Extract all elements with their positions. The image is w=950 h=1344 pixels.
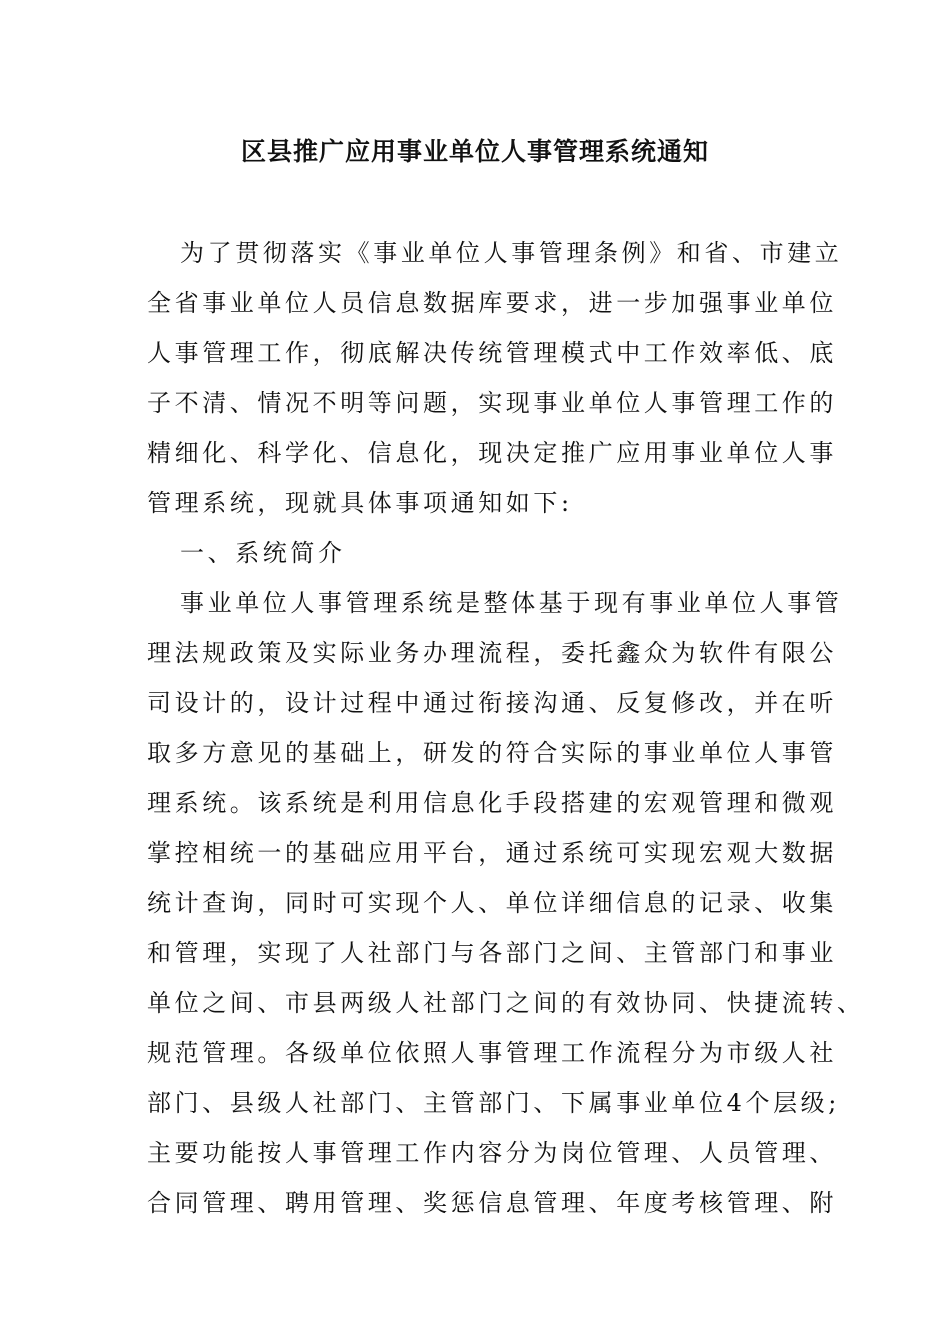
paragraph-line: 精细化、科学化、信息化，现决定推广应用事业单位人事: [147, 439, 837, 467]
paragraph-line: 子不清、情况不明等问题，实现事业单位人事管理工作的: [147, 389, 837, 417]
paragraph-line: 为了贯彻落实《事业单位人事管理条例》和省、市建立: [180, 239, 843, 267]
paragraph-line: 掌控相统一的基础应用平台，通过系统可实现宏观大数据: [147, 839, 837, 867]
paragraph-line: 规范管理。各级单位依照人事管理工作流程分为市级人社: [147, 1039, 837, 1067]
paragraph-line: 管理系统，现就具体事项通知如下:: [147, 489, 573, 517]
paragraph-line: 人事管理工作，彻底解决传统管理模式中工作效率低、底: [147, 339, 837, 367]
paragraph-line: 取多方意见的基础上，研发的符合实际的事业单位人事管: [147, 739, 837, 767]
paragraph-line: 事业单位人事管理系统是整体基于现有事业单位人事管: [180, 589, 843, 617]
paragraph-line: 合同管理、聘用管理、奖惩信息管理、年度考核管理、附: [147, 1189, 837, 1217]
paragraph-line: 理系统。该系统是利用信息化手段搭建的宏观管理和微观: [147, 789, 837, 817]
section-heading: 一、系统简介: [180, 539, 346, 567]
paragraph-line: 和管理，实现了人社部门与各部门之间、主管部门和事业: [147, 939, 837, 967]
paragraph-line: 部门、县级人社部门、主管部门、下属事业单位4个层级;: [147, 1089, 840, 1117]
document-title: 区县推广应用事业单位人事管理系统通知: [240, 137, 709, 166]
paragraph-line: 单位之间、市县两级人社部门之间的有效协同、快捷流转、: [147, 989, 865, 1017]
paragraph-line: 司设计的，设计过程中通过衔接沟通、反复修改，并在听: [147, 689, 837, 717]
paragraph-line: 统计查询，同时可实现个人、单位详细信息的记录、收集: [147, 889, 837, 917]
document-body: [147, 228, 865, 1228]
paragraph-line: 全省事业单位人员信息数据库要求，进一步加强事业单位: [147, 289, 837, 317]
paragraph-line: 主要功能按人事管理工作内容分为岗位管理、人员管理、: [147, 1139, 837, 1167]
paragraph-line: 理法规政策及实际业务办理流程，委托鑫众为软件有限公: [147, 639, 837, 667]
